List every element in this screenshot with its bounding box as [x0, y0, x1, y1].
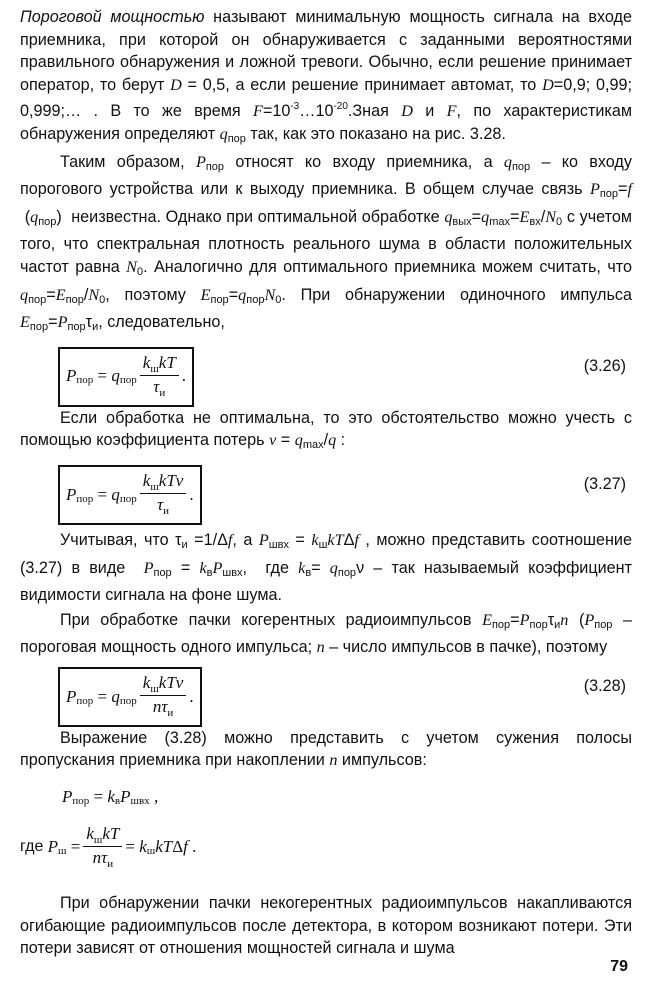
paragraph-5: При обработке пачки когерентных радиоимпульсов $E_{пор}=P_{пор}\tau_иn$ ($P_{пор}$ – пороговая мощность одного импульса; n – число импульсов в пачке), поэтому — [20, 610, 632, 657]
equation-b: где P ш = $\frac{k_шkT}{n\tau_и}$ = k ш kT Δ f . — [20, 824, 197, 871]
page-number: 79 — [610, 958, 628, 975]
paragraph-2: Таким образом, $P_{пор}$ относят ко входу приемника, а $q_{пор}$ – ко входу порогового устройства или к выходу приемника. В общем случае связь $P_{пор}=f$ $(q_{пор})$ неизвестна. Однако при оптимальной обработке $q_{вых}=q_{max}=E_{вх}/N_0$ с учетом того, что спектральная плотность реального шума в области положительных частот равна $N_0$. Аналогично для оптимального приемника можем считать, что $q_{пор}=E_{пор}/N_0$, поэтому $E_{пор}=q_{пор}N_0$. При обнаружении одиночного импульса $E_{пор}=P_{пор}\tau_и$, следовательно, — [20, 152, 633, 334]
paragraph-7: При обнаружении пачки некогерентных радиоимпульсов накапливаются огибающие радиоимпульсов после детектора, в котором возникают потери. Эти потери зависят от отношения мощностей сигнала и шума — [20, 894, 632, 958]
equation-box: P пор = q пор $\frac{k_шkT\nu}{\tau_и}$ . — [58, 465, 202, 525]
equation-number: (3.28) — [583, 676, 626, 695]
defined-term: Пороговой мощностью — [20, 8, 205, 26]
paragraph-1: Пороговой мощностью называют минимальную мощность сигнала на входе приемника, при которой он обнаруживается с заданными вероятностями правильного обнаружения и ложной тревоги. Обычно, если решение принимает оператор, то берут D = 0,5, а если решение принимает автомат, то D=0,9; 0,99; 0,999;… . В то же время $F=10^{-3}\dots 10^{-20}.Зная$ D и F, по характеристикам обнаружения определяют $q_{пор}$ так, как это показано на рис. 3.28. — [20, 8, 632, 145]
equation-box: P пор = q пор $\frac{k_шkT}{\tau_и}$ . — [58, 347, 194, 407]
page-body — [20, 6, 632, 960]
equation-box: P пор = q пор $\frac{k_шkT\nu}{n\tau_и}$ . — [58, 667, 202, 727]
equation-3-27 — [20, 457, 632, 525]
equation-a: P пор = k в P швх , — [62, 787, 159, 808]
equation-number: (3.27) — [583, 474, 626, 493]
paragraph-6: Выражение (3.28) можно представить с учетом сужения полосы пропускания приемника при накоплении n импульсов: — [20, 728, 632, 770]
paragraph-4: Учитывая, что $\tau_и =1/\Delta f$, а $P_{швх} = k_шkT\Delta f$ , можно представить соотношение (3.27) в виде $P_{пор} = k_вP_{швх}$, где $k_в= q_{пор}\nu$ – так называемый коэффициент видимости сигнала на фоне шума. — [20, 530, 633, 605]
equation-3-28 — [20, 659, 632, 727]
equation-number: (3.26) — [583, 356, 626, 375]
paragraph-3: Если обработка не оптимальна, то это обстоятельство можно учесть с помощью коэффициента потерь $\nu = q_{max}/q$ : — [20, 408, 632, 452]
equation-3-26 — [20, 339, 632, 407]
